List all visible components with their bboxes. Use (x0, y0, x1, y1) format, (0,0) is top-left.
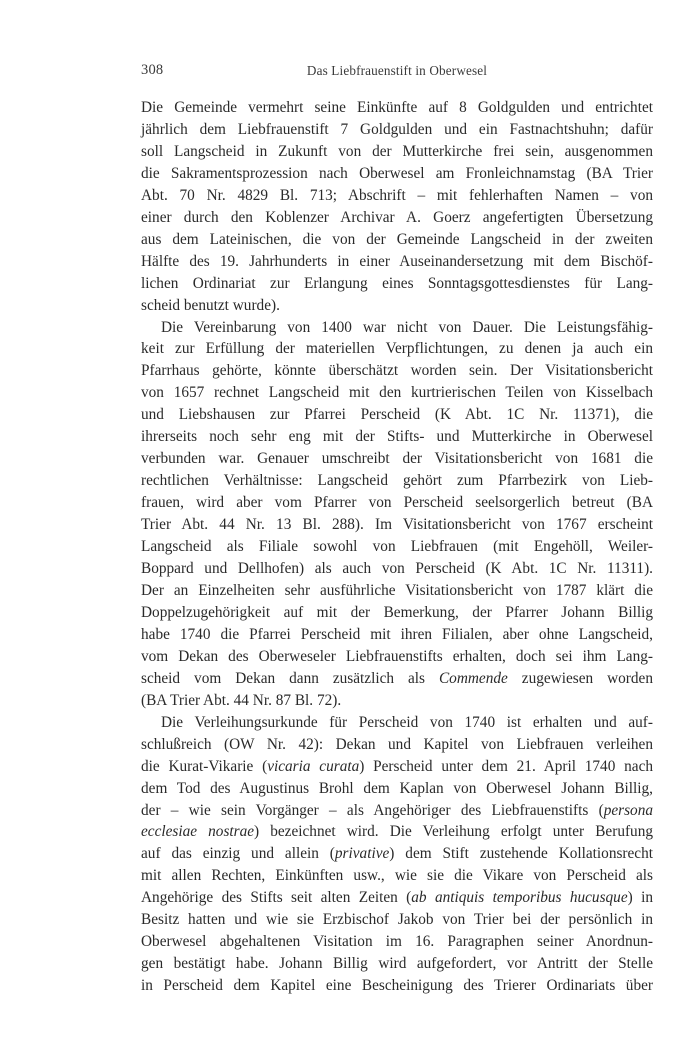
text-line: ecclesiae nostrae) bezeichnet wird. Die Verleihung erfolgt unter Berufung (141, 823, 654, 841)
text-line: Langscheid als Filiale sowohl von Liebfrauen (mit Engehöll, Weiler- (141, 538, 653, 556)
text-line: scheid vom Dekan dann zusätzlich als Commende zugewiesen worden (141, 669, 653, 687)
text-line: und Liebshausen zur Pfarrei Perscheid (K Abt. 1C Nr. 11371), die (141, 406, 653, 424)
paragraph (141, 712, 653, 997)
text-line: in Perscheid dem Kapitel eine Bescheinigung des Trierer Ordinariats über (141, 977, 653, 995)
text-line: von 1657 rechnet Langscheid mit den kurtrierischen Teilen von Kisselbach (141, 384, 653, 402)
text-line: Oberwesel abgehaltenen Visitation im 16. Paragraphen seiner Anordnun- (141, 933, 653, 951)
text-line: Angehörige des Stifts seit alten Zeiten (ab antiquis temporibus hucusque) in (141, 889, 653, 907)
text-line: aus dem Lateinischen, die von der Gemeinde Langscheid in der zweiten (141, 230, 653, 248)
text-line: Besitz hatten und wie sie Erzbischof Jakob von Trier bei der persönlich in (141, 911, 653, 929)
text-line: Der an Einzelheiten sehr ausführliche Visitationsbericht von 1787 klärt die (141, 581, 653, 599)
text-line: rechtlichen Verhältnisse: Langscheid gehört zum Pfarrbezirk von Lieb- (141, 472, 653, 490)
text-line: Die Vereinbarung von 1400 war nicht von Dauer. Die Leistungsfähig- (161, 318, 653, 336)
text-line: lichen Ordinariat zur Erlangung eines Sonntagsgottesdienstes für Lang- (141, 274, 653, 292)
text-line: Abt. 70 Nr. 4829 Bl. 713; Abschrift – mit fehlerhaften Namen – von (141, 186, 653, 204)
text-line: soll Langscheid in Zukunft von der Mutterkirche frei sein, ausgenommen (141, 142, 653, 160)
text-line: Die Gemeinde vermehrt seine Einkünfte auf 8 Goldgulden und entrichtet (141, 99, 653, 116)
body-text (141, 97, 653, 997)
text-line: habe 1740 die Pfarrei Perscheid mit ihren Filialen, aber ohne Langscheid, (141, 625, 653, 643)
text-line: der – wie sein Vorgänger – als Angehöriger des Liebfrauenstifts (persona (141, 801, 653, 819)
page-number: 308 (141, 62, 164, 78)
text-line: verbunden war. Genauer umschreibt der Visitationsbericht von 1681 die (141, 450, 653, 468)
text-line: jährlich dem Liebfrauenstift 7 Goldgulden und ein Fastnachtshuhn; dafür (141, 120, 653, 138)
text-line: (BA Trier Abt. 44 Nr. 87 Bl. 72). (141, 691, 342, 709)
running-title: Das Liebfrauenstift in Oberwesel (306, 63, 488, 78)
text-line: die Kurat-Vikarie (vicaria curata) Perscheid unter dem 21. April 1740 nach (141, 757, 654, 775)
text-line: Boppard und Dellhofen) als auch von Perscheid (K Abt. 1C Nr. 11311). (141, 560, 653, 578)
text-line: Trier Abt. 44 Nr. 13 Bl. 288). Im Visitationsbericht von 1767 erscheint (141, 516, 653, 534)
text-line: scheid benutzt wurde). (141, 296, 280, 314)
text-line: Die Verleihungsurkunde für Perscheid von 1740 ist erhalten und auf- (161, 713, 653, 731)
text-line: Doppelzugehörigkeit auf mit der Bemerkung, der Pfarrer Johann Billig (141, 603, 653, 621)
paragraph (141, 97, 653, 317)
text-line: ihrerseits noch sehr eng mit der Stifts- und Mutterkirche in Oberwesel (141, 428, 653, 446)
text-line: Pfarrhaus gehörte, könnte überschätzt worden sein. Der Visitationsbericht (141, 362, 653, 380)
text-line: einer durch den Koblenzer Archivar A. Goerz angefertigten Übersetzung (141, 208, 653, 226)
paragraph (141, 317, 653, 712)
text-line: vom Dekan des Oberweseler Liebfrauenstifts erhalten, doch sei ihm Lang- (141, 647, 653, 665)
text-line: dem Tod des Augustinus Brohl dem Kaplan von Oberwesel Johann Billig, (141, 779, 653, 797)
text-line: mit allen Rechten, Einkünften usw., wie sie die Vikare von Perscheid als (141, 867, 653, 885)
text-line: Hälfte des 19. Jahrhunderts in einer Auseinandersetzung mit dem Bischöf- (141, 252, 653, 270)
text-line: die Sakramentsprozession nach Oberwesel am Fronleichnamstag (BA Trier (141, 164, 653, 182)
running-head (141, 62, 653, 84)
text-line: auf das einzig und allein (privative) dem Stift zustehende Kollationsrecht (141, 845, 653, 863)
text-line: frauen, wird aber vom Pfarrer von Perscheid seelsorgerlich betreut (BA (141, 494, 653, 512)
text-line: gen bestätigt habe. Johann Billig wird aufgefordert, vor Antritt der Stelle (141, 955, 653, 973)
text-line: keit zur Erfüllung der materiellen Verpflichtungen, zu denen ja auch ein (141, 340, 653, 358)
text-line: schlußreich (OW Nr. 42): Dekan und Kapitel von Liebfrauen verleihen (141, 735, 653, 753)
